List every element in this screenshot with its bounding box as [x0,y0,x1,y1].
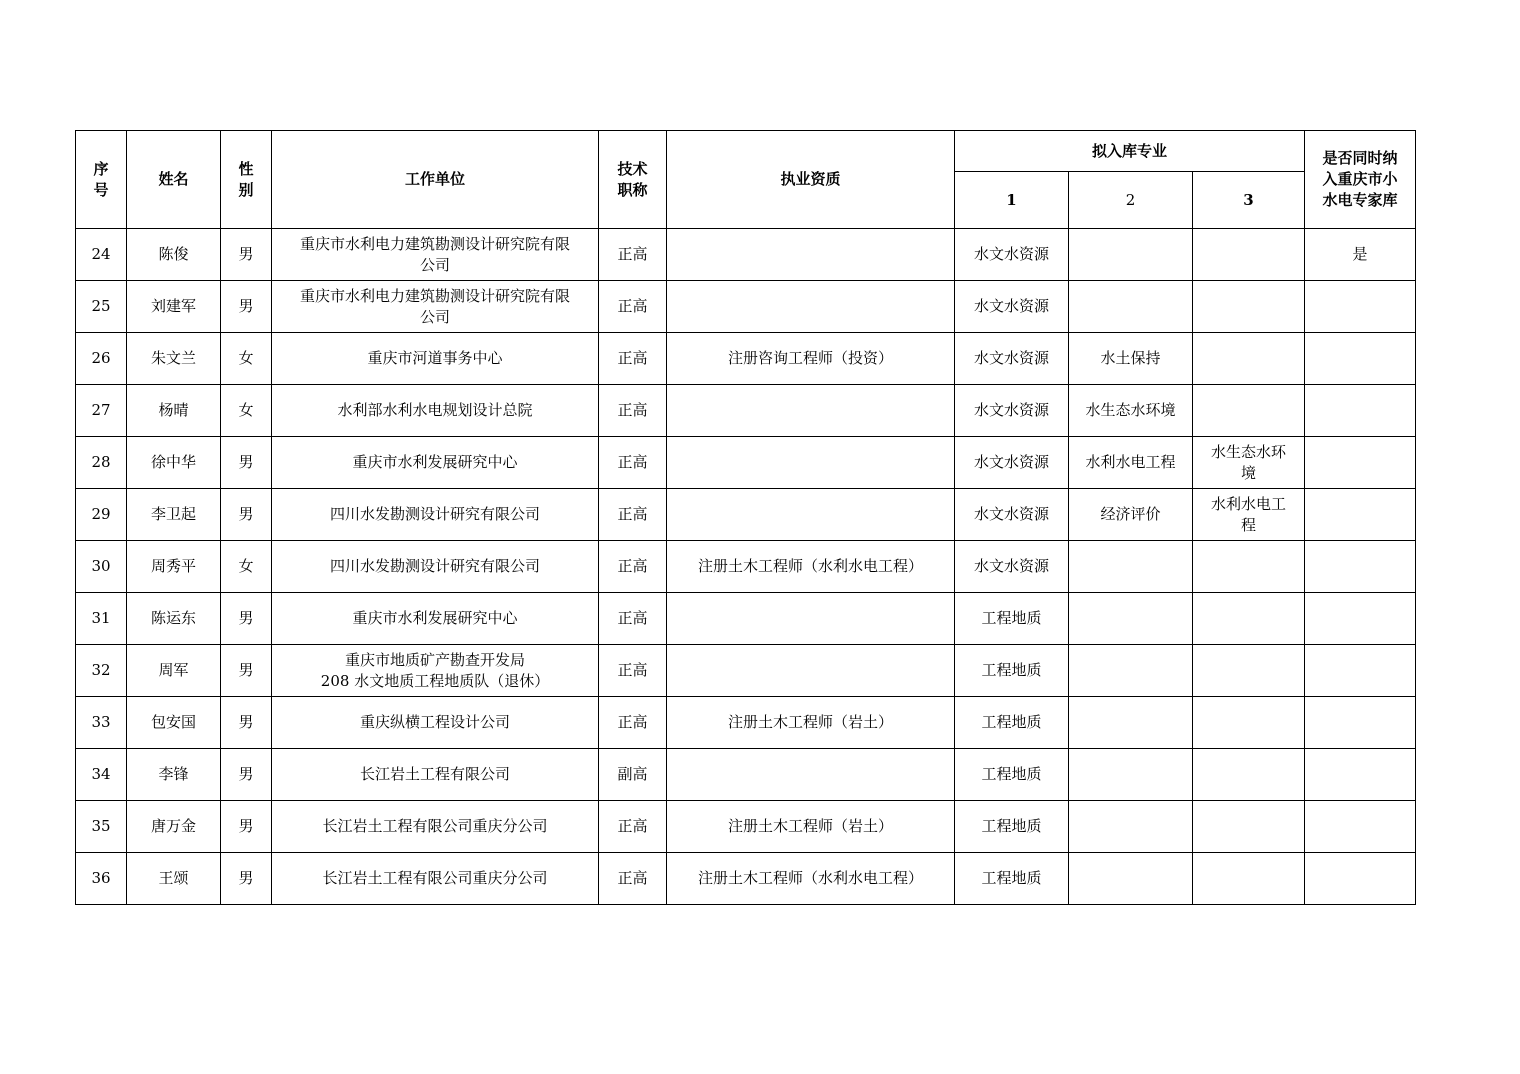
cell-spec-2 [1069,801,1193,853]
header-name: 姓名 [127,131,221,229]
cell-seq: 26 [76,333,127,385]
cell-small-hydro [1305,853,1416,905]
cell-small-hydro [1305,489,1416,541]
cell-spec-1: 水文水资源 [955,281,1069,333]
table-header-row [76,131,1416,172]
cell-gender: 男 [221,801,272,853]
cell-title: 正高 [599,229,667,281]
cell-name: 周秀平 [127,541,221,593]
cell-title: 正高 [599,853,667,905]
cell-spec-3: 水利水电工 程 [1193,489,1305,541]
cell-spec-2: 经济评价 [1069,489,1193,541]
header-qualification: 执业资质 [667,131,955,229]
cell-spec-2 [1069,593,1193,645]
cell-small-hydro [1305,697,1416,749]
cell-name: 周军 [127,645,221,697]
cell-spec-1: 工程地质 [955,697,1069,749]
table-row [76,385,1416,437]
cell-spec-1: 水文水资源 [955,229,1069,281]
cell-spec-3 [1193,229,1305,281]
cell-small-hydro [1305,645,1416,697]
cell-gender: 男 [221,281,272,333]
cell-gender: 男 [221,697,272,749]
cell-qualification [667,281,955,333]
cell-name: 陈俊 [127,229,221,281]
table-row [76,801,1416,853]
cell-gender: 男 [221,593,272,645]
cell-small-hydro [1305,541,1416,593]
cell-spec-2 [1069,281,1193,333]
table-row [76,541,1416,593]
cell-qualification: 注册咨询工程师（投资） [667,333,955,385]
cell-seq: 33 [76,697,127,749]
table-row [76,489,1416,541]
cell-spec-3 [1193,801,1305,853]
cell-small-hydro: 是 [1305,229,1416,281]
cell-spec-3 [1193,385,1305,437]
cell-title: 正高 [599,645,667,697]
cell-seq: 32 [76,645,127,697]
cell-name: 徐中华 [127,437,221,489]
cell-unit: 长江岩土工程有限公司重庆分公司 [272,853,599,905]
cell-unit: 重庆市水利发展研究中心 [272,593,599,645]
cell-seq: 35 [76,801,127,853]
cell-spec-1: 水文水资源 [955,333,1069,385]
cell-unit: 水利部水利水电规划设计总院 [272,385,599,437]
cell-seq: 29 [76,489,127,541]
cell-spec-1: 工程地质 [955,853,1069,905]
cell-title: 正高 [599,489,667,541]
table-row [76,593,1416,645]
table-row [76,437,1416,489]
cell-seq: 25 [76,281,127,333]
cell-unit: 重庆市水利电力建筑勘测设计研究院有限 公司 [272,281,599,333]
cell-unit: 重庆市水利电力建筑勘测设计研究院有限 公司 [272,229,599,281]
header-title: 技术 职称 [599,131,667,229]
cell-unit: 重庆市地质矿产勘查开发局 208 水文地质工程地质队（退休） [272,645,599,697]
cell-spec-3 [1193,541,1305,593]
cell-seq: 24 [76,229,127,281]
cell-spec-2: 水生态水环境 [1069,385,1193,437]
cell-spec-1: 水文水资源 [955,541,1069,593]
cell-gender: 男 [221,437,272,489]
cell-name: 陈运东 [127,593,221,645]
table-row [76,749,1416,801]
expert-roster-table [75,130,1416,905]
cell-seq: 30 [76,541,127,593]
header-seq: 序 号 [76,131,127,229]
cell-gender: 男 [221,645,272,697]
cell-spec-2 [1069,541,1193,593]
cell-title: 副高 [599,749,667,801]
cell-spec-3 [1193,853,1305,905]
cell-qualification [667,489,955,541]
cell-unit: 长江岩土工程有限公司 [272,749,599,801]
cell-unit: 重庆市河道事务中心 [272,333,599,385]
cell-gender: 男 [221,853,272,905]
cell-seq: 31 [76,593,127,645]
cell-spec-2: 水利水电工程 [1069,437,1193,489]
cell-small-hydro [1305,333,1416,385]
cell-unit: 四川水发勘测设计研究有限公司 [272,489,599,541]
cell-qualification: 注册土木工程师（岩土） [667,801,955,853]
cell-spec-1: 水文水资源 [955,437,1069,489]
header-small-hydro: 是否同时纳 入重庆市小 水电专家库 [1305,131,1416,229]
header-gender: 性 别 [221,131,272,229]
cell-small-hydro [1305,593,1416,645]
cell-qualification [667,593,955,645]
cell-qualification [667,749,955,801]
cell-seq: 36 [76,853,127,905]
cell-title: 正高 [599,437,667,489]
cell-spec-1: 水文水资源 [955,385,1069,437]
cell-spec-2 [1069,853,1193,905]
table-body [76,229,1416,905]
cell-name: 李卫起 [127,489,221,541]
cell-qualification [667,385,955,437]
cell-title: 正高 [599,385,667,437]
cell-spec-3 [1193,697,1305,749]
cell-gender: 女 [221,541,272,593]
cell-qualification [667,645,955,697]
cell-unit: 长江岩土工程有限公司重庆分公司 [272,801,599,853]
cell-spec-3 [1193,749,1305,801]
cell-title: 正高 [599,541,667,593]
table-row [76,697,1416,749]
cell-qualification [667,437,955,489]
cell-qualification [667,229,955,281]
cell-spec-1: 工程地质 [955,801,1069,853]
cell-gender: 男 [221,229,272,281]
cell-gender: 女 [221,385,272,437]
cell-qualification: 注册土木工程师（水利水电工程） [667,541,955,593]
cell-unit: 重庆市水利发展研究中心 [272,437,599,489]
cell-seq: 27 [76,385,127,437]
cell-spec-2: 水土保持 [1069,333,1193,385]
cell-unit: 重庆纵横工程设计公司 [272,697,599,749]
cell-spec-1: 工程地质 [955,749,1069,801]
cell-spec-3 [1193,645,1305,697]
cell-spec-2 [1069,749,1193,801]
header-spec-1: 1 [955,172,1069,229]
table-row [76,229,1416,281]
cell-small-hydro [1305,281,1416,333]
cell-small-hydro [1305,749,1416,801]
cell-qualification: 注册土木工程师（水利水电工程） [667,853,955,905]
cell-spec-3 [1193,333,1305,385]
cell-title: 正高 [599,333,667,385]
cell-spec-3 [1193,593,1305,645]
cell-name: 刘建军 [127,281,221,333]
cell-seq: 28 [76,437,127,489]
table-row [76,853,1416,905]
cell-name: 杨晴 [127,385,221,437]
table-row [76,333,1416,385]
cell-spec-2 [1069,697,1193,749]
cell-gender: 女 [221,333,272,385]
cell-gender: 男 [221,489,272,541]
cell-gender: 男 [221,749,272,801]
cell-name: 唐万金 [127,801,221,853]
cell-spec-1: 水文水资源 [955,489,1069,541]
table-row [76,281,1416,333]
cell-unit: 四川水发勘测设计研究有限公司 [272,541,599,593]
cell-small-hydro [1305,801,1416,853]
cell-name: 包安国 [127,697,221,749]
cell-name: 王颂 [127,853,221,905]
cell-title: 正高 [599,593,667,645]
cell-spec-2 [1069,645,1193,697]
cell-title: 正高 [599,281,667,333]
cell-spec-2 [1069,229,1193,281]
cell-title: 正高 [599,697,667,749]
cell-qualification: 注册土木工程师（岩土） [667,697,955,749]
cell-name: 朱文兰 [127,333,221,385]
cell-spec-3: 水生态水环 境 [1193,437,1305,489]
cell-spec-1: 工程地质 [955,645,1069,697]
header-specialty-group: 拟入库专业 [955,131,1305,172]
cell-small-hydro [1305,437,1416,489]
cell-name: 李锋 [127,749,221,801]
cell-seq: 34 [76,749,127,801]
header-unit: 工作单位 [272,131,599,229]
cell-small-hydro [1305,385,1416,437]
header-spec-2: 2 [1069,172,1193,229]
header-spec-3: 3 [1193,172,1305,229]
table-row [76,645,1416,697]
cell-spec-3 [1193,281,1305,333]
cell-title: 正高 [599,801,667,853]
cell-spec-1: 工程地质 [955,593,1069,645]
